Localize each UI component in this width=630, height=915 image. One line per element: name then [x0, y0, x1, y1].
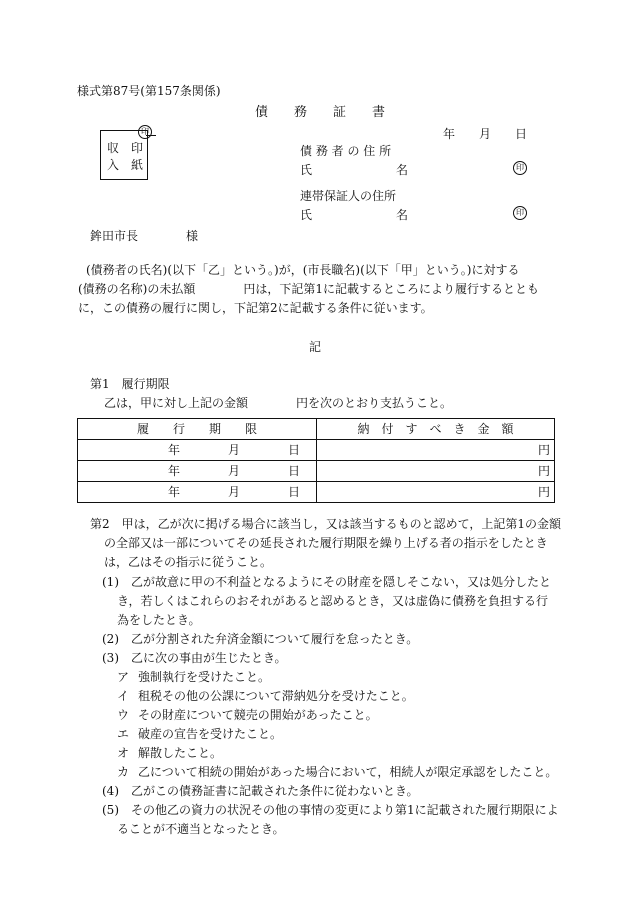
amount-cell: 円 [317, 440, 555, 461]
table-row [78, 440, 555, 461]
item-5-number: (5) [102, 803, 119, 817]
item-3-line-1: 乙に次の事由が生じたとき。 [131, 651, 287, 665]
col-header-amount: 納 付 す べ き 金 額 [317, 419, 555, 440]
table-header-row [78, 419, 555, 440]
item-5-line-1: その他乙の資力の状況その他の事情の変更により第1に記載された履行期限によ [131, 803, 559, 817]
subitem-u-number: ウ [117, 708, 130, 722]
amount-cell: 円 [317, 461, 555, 482]
form-number: 様式第87号(第157条関係) [77, 84, 221, 98]
col-header-due-date: 履 行 期 限 [78, 419, 317, 440]
stamp-label-line1: 収 印 [107, 141, 144, 155]
subitem-ka-number: カ [117, 765, 130, 779]
section1-text: 乙は，甲に対し上記の金額 円を次のとおり支払うこと。 [104, 396, 453, 410]
intro-line-1: (債務者の氏名)(以下「乙」という。)が，(市長職名)(以下「甲」という。)に対する [86, 263, 520, 277]
table-row [78, 482, 555, 503]
due-date-cell: 年 月 日 [78, 440, 317, 461]
item-2-number: (2) [102, 632, 119, 646]
subitem-o-text: 解散したこと。 [138, 746, 223, 760]
item-1-line-1: 乙が故意に甲の不利益となるようにその財産を隠しそこない，又は処分したと [131, 575, 552, 589]
section1-heading: 第1 履行期限 [90, 377, 170, 391]
subitem-ka-text: 乙について相続の開始があった場合において，相続人が限定承認をしたこと。 [138, 765, 558, 779]
due-date-cell: 年 月 日 [78, 482, 317, 503]
addressee: 鉾田市長 様 [90, 229, 199, 243]
subitem-o-number: オ [117, 746, 130, 760]
guarantor-name-label: 氏 名 [300, 208, 409, 222]
debtor-seal-icon: 印 [513, 161, 527, 175]
guarantor-seal-icon: 印 [513, 206, 527, 220]
section2-line-3: は，乙はその指示に従うこと。 [104, 555, 273, 569]
document-date: 年 月 日 [443, 127, 528, 141]
subitem-e-text: 破産の宣告を受けたこと。 [138, 727, 283, 741]
item-4-number: (4) [102, 784, 119, 798]
debtor-address-label: 債 務 者 の 住 所 [300, 144, 392, 158]
item-2-line-1: 乙が分割された弁済金額について履行を怠ったとき。 [131, 632, 419, 646]
table-row [78, 461, 555, 482]
item-4-line-1: 乙がこの債務証書に記載された条件に従わないとき。 [131, 784, 419, 798]
revenue-stamp-box [100, 130, 148, 180]
ki-heading: 記 [309, 340, 322, 354]
section2-line-2: の全部又は一部についてその延長された履行期限を繰り上げる者の指示をしたとき [104, 536, 548, 550]
intro-line-2: (債務の名称)の未払額 円は，下記第1に記載するところにより履行するととも [78, 282, 540, 296]
item-1-line-3: 為をしたとき。 [117, 613, 201, 627]
debtor-name-label: 氏 名 [300, 163, 409, 177]
subitem-u-text: その財産について競売の開始があったこと。 [138, 708, 378, 722]
guarantor-address-label: 連帯保証人の住所 [300, 189, 397, 203]
item-1-line-2: き，若しくはこれらのおそれがあると認めるとき，又は虚偽に債務を負担する行 [117, 594, 549, 608]
intro-line-3: に，この債務の履行に関し，下記第2に記載する条件に従います。 [78, 301, 433, 315]
stamp-label-line2: 入 紙 [107, 158, 144, 172]
payment-schedule-table [77, 418, 555, 503]
document-title: 債 務 証 書 [255, 105, 386, 120]
item-5-line-2: ることが不適当となったとき。 [117, 822, 285, 836]
subitem-i-number: イ [117, 689, 130, 703]
subitem-i-text: 租税その他の公課について滞納処分を受けたこと。 [138, 689, 414, 703]
section2-line-1: 第2 甲は，乙が次に掲げる場合に該当し，又は該当するものと認めて，上記第1の金額 [90, 517, 562, 531]
subitem-a-number: ア [117, 670, 130, 684]
subitem-e-number: エ [117, 727, 130, 741]
seal-icon: 印 [138, 125, 152, 139]
due-date-cell: 年 月 日 [78, 461, 317, 482]
item-1-number: (1) [102, 575, 119, 589]
subitem-a-text: 強制執行を受けたこと。 [138, 670, 271, 684]
item-3-number: (3) [102, 651, 119, 665]
amount-cell: 円 [317, 482, 555, 503]
